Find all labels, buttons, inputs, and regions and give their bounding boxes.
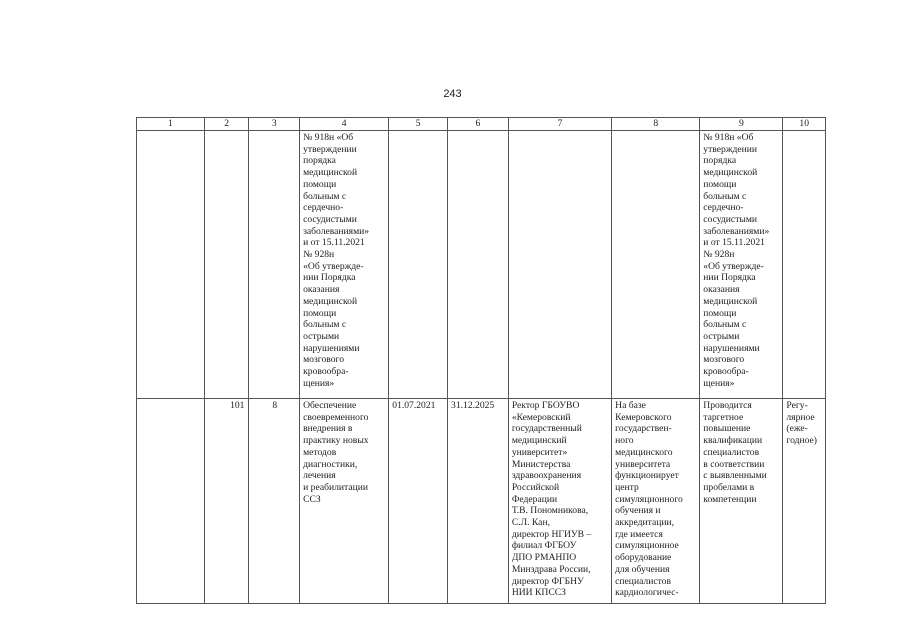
table-cell — [783, 131, 826, 399]
table-cell — [137, 399, 205, 604]
table-cell: 31.12.2025 — [448, 399, 509, 604]
table-cell — [612, 131, 700, 399]
table-cell: Обеспечение своевременного внедрения в практику новых методов диагностики, лечения и реабилитации ССЗ — [300, 399, 389, 604]
column-header: 5 — [389, 118, 448, 131]
table-cell — [508, 131, 611, 399]
column-header: 8 — [612, 118, 700, 131]
table-cell: На базе Кемеровского государствен- ного медицинского университета функционирует центр симуляционного обучения и аккредитации, где имеется симуляционное оборудование для обучения специалистов кардиологичес- — [612, 399, 700, 604]
column-header: 1 — [137, 118, 205, 131]
table-cell: 01.07.2021 — [389, 399, 448, 604]
column-header: 10 — [783, 118, 826, 131]
column-header: 6 — [448, 118, 509, 131]
column-header: 9 — [700, 118, 783, 131]
table-cell: № 918н «Об утверждении порядка медицинской помощи больным с сердечно- сосудистыми заболеваниями» и от 15.11.2021 № 928н «Об утвержде- нии Порядка оказания медицинской помощи больным с острыми нарушениями мозгового кровообра- щения» — [700, 131, 783, 399]
table-cell: 101 — [204, 399, 249, 604]
document-table — [136, 117, 826, 604]
table-row — [137, 399, 826, 604]
page-number: 243 — [443, 88, 462, 100]
column-header: 2 — [204, 118, 249, 131]
table-cell — [249, 131, 300, 399]
table-cell — [389, 131, 448, 399]
table-cell — [448, 131, 509, 399]
table-row — [137, 131, 826, 399]
table-header-row — [137, 118, 826, 131]
column-header: 4 — [300, 118, 389, 131]
table-cell: Регу- лярное (еже- годное) — [783, 399, 826, 604]
table-cell: Проводится таргетное повышение квалификации специалистов в соответствии с выявленными пробелами в компетенции — [700, 399, 783, 604]
table-cell — [137, 131, 205, 399]
table-cell: 8 — [249, 399, 300, 604]
table-cell: № 918н «Об утверждении порядка медицинской помощи больным с сердечно- сосудистыми заболеваниями» и от 15.11.2021 № 928н «Об утвержде- нии Порядка оказания медицинской помощи больным с острыми нарушениями мозгового кровообра- щения» — [300, 131, 389, 399]
column-header: 3 — [249, 118, 300, 131]
table-cell — [204, 131, 249, 399]
table-cell: Ректор ГБОУВО «Кемеровский государственный медицинский университет» Министерства здравоохранения Российской Федерации Т.В. Пономникова, С.Л. Кан, директор НГИУВ – филиал ФГБОУ ДПО РМАНПО Минздрава России, директор ФГБНУ НИИ КПССЗ — [508, 399, 611, 604]
column-header: 7 — [508, 118, 611, 131]
